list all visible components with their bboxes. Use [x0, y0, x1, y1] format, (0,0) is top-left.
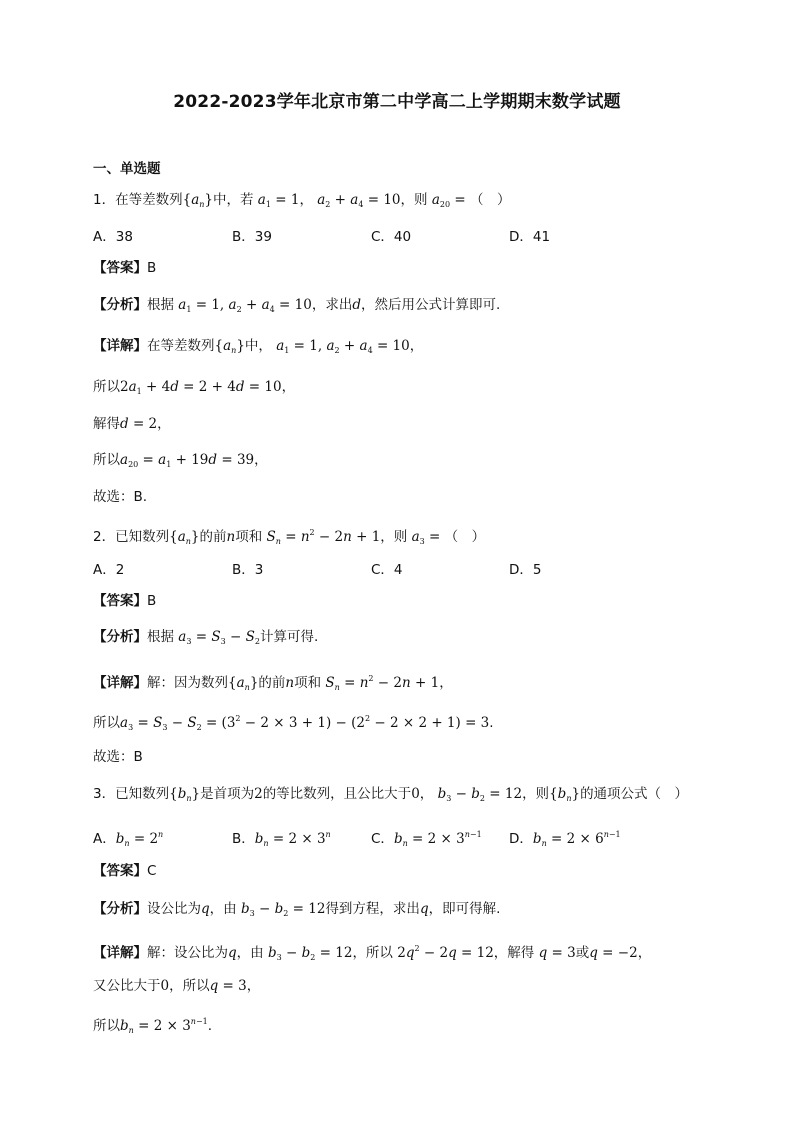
q1-answer: 【答案】B — [93, 260, 157, 276]
q3-analysis: 【分析】设公比为q，由 $b_3 - b_2 = 12$得到方程，求出q，即可得解. — [93, 901, 501, 918]
q1-detail: 【详解】在等差数列$\{a_n\}$中， $a_1 = 1$, $a_2 + a_4 = 10$， — [93, 338, 424, 355]
q2-choice: 故选：B — [93, 749, 143, 765]
q1-option-a: A．38 — [93, 229, 133, 245]
q2-detail: 【详解】解：因为数列$\{a_n\}$的前n项和 $S_n = n^2 - 2n + 1$， — [93, 674, 453, 692]
section-heading: 一、单选题 — [93, 161, 161, 177]
question-2-stem: 2．已知数列$\{a_n\}$的前n项和 $S_n = n^2 - 2n + 1$，则 $a_3$ = （ ） — [93, 528, 486, 546]
q3-option-c: C．$b_n = 2 \times 3^{n-1}$ — [371, 830, 482, 848]
q1-choice: 故选：B. — [93, 489, 148, 505]
q2-analysis: 【分析】根据 $a_3 = S_3 - S_2$计算可得. — [93, 629, 319, 646]
q3-option-a: A．$b_n = 2^n$ — [93, 830, 164, 848]
q2-detail-line-1: 所以$a_3 = S_3 - S_2 = (3^2 - 2 \times 3 + 1) - (2^2 - 2 \times 2 + 1) = 3$. — [93, 714, 494, 732]
q3-answer: 【答案】C — [93, 863, 157, 879]
q1-option-d: D．41 — [509, 229, 551, 245]
q3-option-d: D．$b_n = 2 \times 6^{n-1}$ — [509, 830, 621, 848]
q3-detail: 【详解】解：设公比为q，由 $b_3 - b_2 = 12$，所以 $2q^2 - 2q = 12$，解得 q = 3或q = −2， — [93, 944, 652, 962]
q3-detail-line-2: 所以$b_n = 2 \times 3^{n-1}$. — [93, 1017, 213, 1035]
q2-answer: 【答案】B — [93, 593, 157, 609]
q2-option-b: B．3 — [232, 562, 264, 578]
q1-detail-line-1: 所以$2a_1 + 4d = 2 + 4d = 10$， — [93, 379, 296, 396]
q1-detail-line-3: 所以$a_{20} = a_1 + 19d = 39$， — [93, 452, 268, 469]
q2-option-c: C．4 — [371, 562, 403, 578]
q2-option-a: A．2 — [93, 562, 125, 578]
q3-detail-line-1: 又公比大于0，所以q = 3， — [93, 978, 261, 994]
q1-option-b: B．39 — [232, 229, 272, 245]
q1-option-c: C．40 — [371, 229, 412, 245]
q3-option-b: B．$b_n = 2 \times 3^n$ — [232, 830, 331, 848]
question-3-stem: 3．已知数列$\{b_n\}$是首项为2的等比数列，且公比大于0， $b_3 - b_2 = 12$，则$\{b_n\}$的通项公式（ ） — [93, 786, 689, 803]
q2-option-d: D．5 — [509, 562, 542, 578]
question-1-stem: 1．在等差数列$\{a_n\}$中，若 $a_1 = 1$， $a_2 + a_4 = 10$，则 $a_{20}$ = （ ） — [93, 192, 511, 209]
q1-detail-line-2: 解得d = 2， — [93, 416, 171, 432]
page-title: 2022-2023学年北京市第二中学高二上学期期末数学试题 — [173, 92, 621, 112]
q1-analysis: 【分析】根据 $a_1 = 1$, $a_2 + a_4 = 10$，求出d，然后用公式计算即可. — [93, 297, 501, 314]
